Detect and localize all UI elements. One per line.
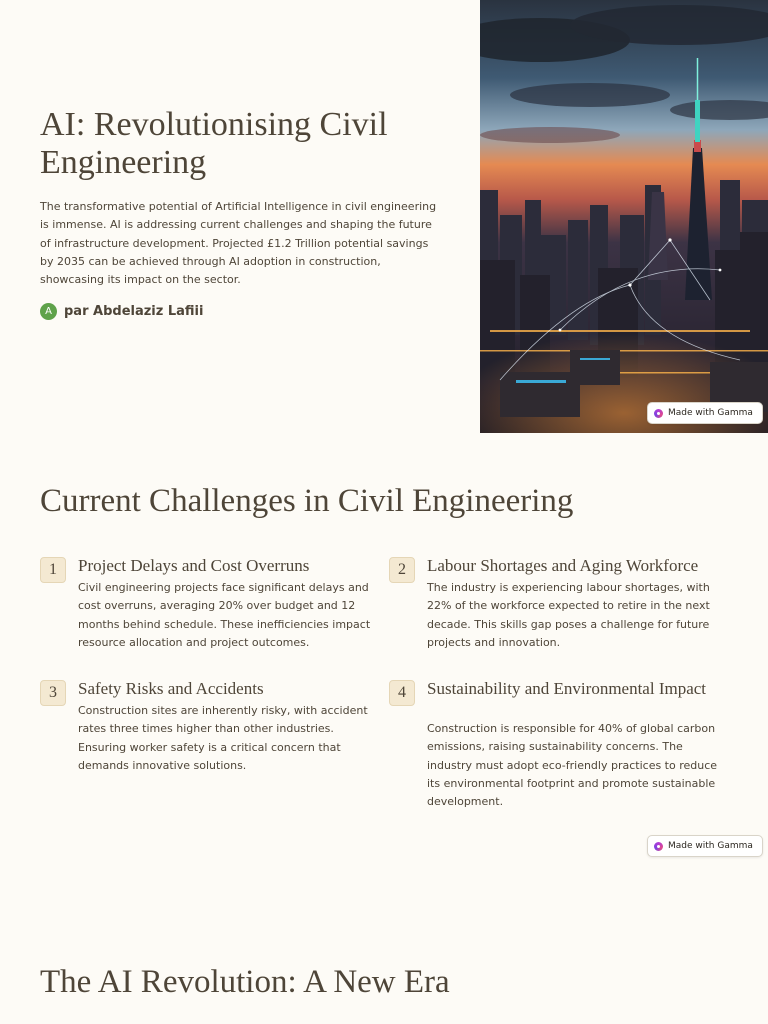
ai-revolution-heading: The AI Revolution: A New Era (40, 964, 450, 1000)
made-with-gamma-badge[interactable] (647, 402, 763, 424)
challenge-title: Labour Shortages and Aging Workforce (427, 556, 699, 575)
author-name: par Abdelaziz Lafiii (64, 304, 204, 319)
city-skyline-image (480, 0, 768, 433)
challenge-description: Construction is responsible for 40% of global carbon emissions, raising sustainability concerns. The industry must adopt eco-friendly practices to reduce its environmental footprint and promote sustainable development. (427, 722, 718, 809)
challenge-title: Safety Risks and Accidents (78, 679, 264, 698)
made-with-gamma-badge[interactable] (647, 835, 763, 857)
avatar: A (40, 303, 57, 320)
hero-description: The transformative potential of Artificial Intelligence in civil engineering is immense. AI is addressing current challenges and shaping the future of infrastructure development. Projected £1.2 Trillion potential savings by 2035 can be achieved through AI adoption in construction, showcasing its impact on the sector. (40, 200, 437, 287)
challenge-description: Civil engineering projects face significant delays and cost overruns, averaging 20% over budget and 12 months behind schedule. These inefficiencies impact resource allocation and project outcomes. (78, 581, 371, 649)
page-title: AI: Revolutionising Civil Engineering (40, 106, 388, 181)
author-byline[interactable] (40, 303, 203, 320)
badge-label: Made with Gamma (668, 408, 753, 418)
challenge-number: 3 (40, 680, 66, 706)
challenge-title: Sustainability and Environmental Impact (427, 679, 707, 698)
challenge-number: 2 (389, 557, 415, 583)
gamma-logo-icon (654, 409, 663, 418)
hero-slide (0, 0, 768, 433)
badge-label: Made with Gamma (668, 841, 753, 851)
challenge-description: Construction sites are inherently risky, with accident rates three times higher than other industries. Ensuring worker safety is a critical concern that demands innovative solutions. (78, 704, 368, 772)
challenge-title: Project Delays and Cost Overruns (78, 556, 310, 575)
challenge-number: 4 (389, 680, 415, 706)
challenge-description: The industry is experiencing labour shortages, with 22% of the workforce expected to retire in the next decade. This skills gap poses a challenge for future projects and innovation. (427, 581, 710, 649)
challenge-number: 1 (40, 557, 66, 583)
gamma-logo-icon (654, 842, 663, 851)
challenges-heading: Current Challenges in Civil Engineering (40, 483, 574, 519)
